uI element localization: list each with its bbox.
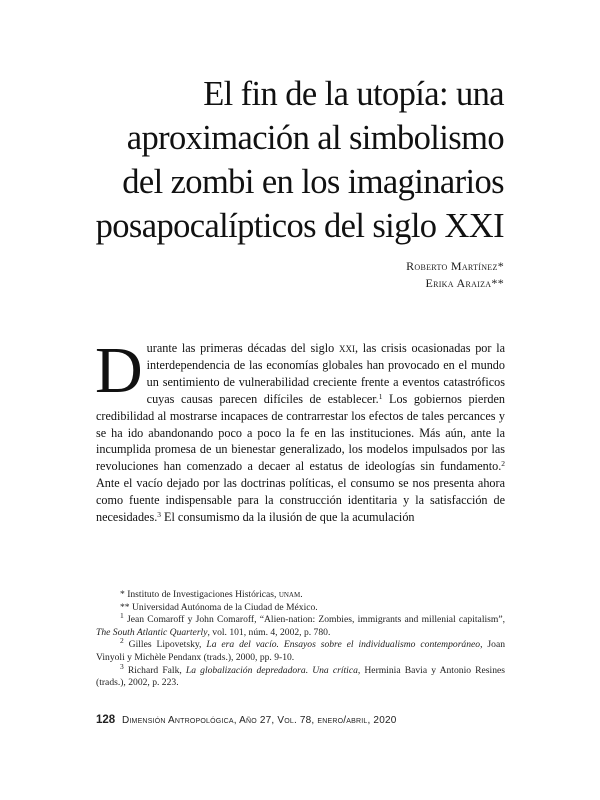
footnote-affiliation-1 (96, 589, 505, 602)
title-line-1: El fin de la utopía: una (203, 75, 504, 113)
footnote-ref-3[interactable]: 3 (157, 510, 161, 520)
body-text-3: Los gobiernos pierden credibilidad al mostrarse incapaces de contrarrestar los efectos de tales percances y se ha ido abandonando poco a poco la fe en las instituciones. Más aún, ante la incumplida promesa de un bienestar generalizado, los modelos impulsados por las revoluciones han comenzado a decaer al estatus de ideologías sin fundamento. (96, 391, 505, 474)
footnote-title: La era del vacío. Ensayos sobre el individualismo contemporáneo (206, 639, 481, 651)
footnote-text: Gilles Lipovetsky, (123, 639, 207, 651)
footnote-end: , Herminia Bavia y Antonio Resines (trads.), 2002, p. 223. (96, 664, 505, 689)
footnote-mark: * (120, 589, 125, 600)
journal-info: Dimensión Antropológica, Año 27, Vol. 78, enero/abril, 2020 (121, 715, 397, 726)
author-1-name: Roberto Martínez (406, 259, 498, 273)
author-2-name: Erika Araiza (425, 276, 492, 290)
title-line-4: posapocalípticos del siglo XXI (95, 207, 504, 245)
footnote-title: La globalización depredadora. Una crítica (185, 664, 358, 676)
author-1-mark: * (497, 259, 504, 273)
footnote-mark: ** (120, 601, 130, 613)
page-number: 128 (96, 714, 116, 726)
body-century: xxi (338, 341, 355, 355)
author-list (406, 258, 504, 292)
footnote-number: 3 (120, 661, 124, 671)
footnote-end: , vol. 101, núm. 4, 2002, p. 780. (207, 626, 331, 638)
page-footer (96, 714, 516, 726)
author-2-mark: ** (491, 276, 504, 290)
footnote-3 (96, 661, 505, 690)
body-text-5: El consumismo da la ilusión de que la acumulación (161, 510, 415, 525)
author-1 (406, 258, 504, 275)
footnote-number: 1 (120, 611, 124, 621)
footnote-affiliation-2 (96, 602, 505, 615)
footnote-number: 2 (120, 636, 124, 646)
footnote-1 (96, 611, 505, 639)
author-2 (406, 275, 504, 292)
article-title (84, 72, 504, 248)
footnote-2 (96, 636, 505, 664)
body-text-1: urante las primeras décadas del siglo (146, 341, 339, 355)
footnote-acronym: unam (278, 589, 301, 600)
footnote-text: Richard Falk, (123, 664, 186, 676)
title-line-2: aproximación al simbolismo (126, 119, 504, 157)
footnote-ref-2[interactable]: 2 (501, 459, 505, 469)
footnote-end: , Joan Vinyoli y Michèle Pendanx (trads.), 2000, pp. 9-10. (96, 639, 505, 663)
title-line-3: del zombi en los imaginarios (122, 163, 504, 201)
body-text-2: , las crisis ocasionadas por la interdependencia de las economías globales han provocado en el mundo un sentimiento de vulnerabilidad creciente frente a eventos catastróficos cuyas causas parecen difíciles de establecer. (146, 341, 505, 406)
body-text-4: Ante el vacío dejado por las doctrinas políticas, el consumo se nos presenta ahora como fuente indispensable para la construcción identitaria y la satisfacción de necesidades. (96, 476, 505, 525)
footnote-title: The South Atlantic Quarterly (96, 626, 208, 638)
footnote-ref-1[interactable]: 1 (378, 391, 383, 401)
footnote-text: Jean Comaroff y John Comaroff, “Alien-nation: Zombies, immigrants and millenial capitalism”, (123, 614, 505, 626)
footnote-text: Universidad Autónoma de la Ciudad de México. (129, 601, 318, 613)
footnotes (96, 589, 505, 690)
footnote-end: . (300, 589, 303, 600)
footnote-text: Instituto de Investigaciones Históricas, (124, 589, 279, 600)
drop-cap: D (95, 334, 143, 407)
body-paragraph (95, 334, 505, 526)
